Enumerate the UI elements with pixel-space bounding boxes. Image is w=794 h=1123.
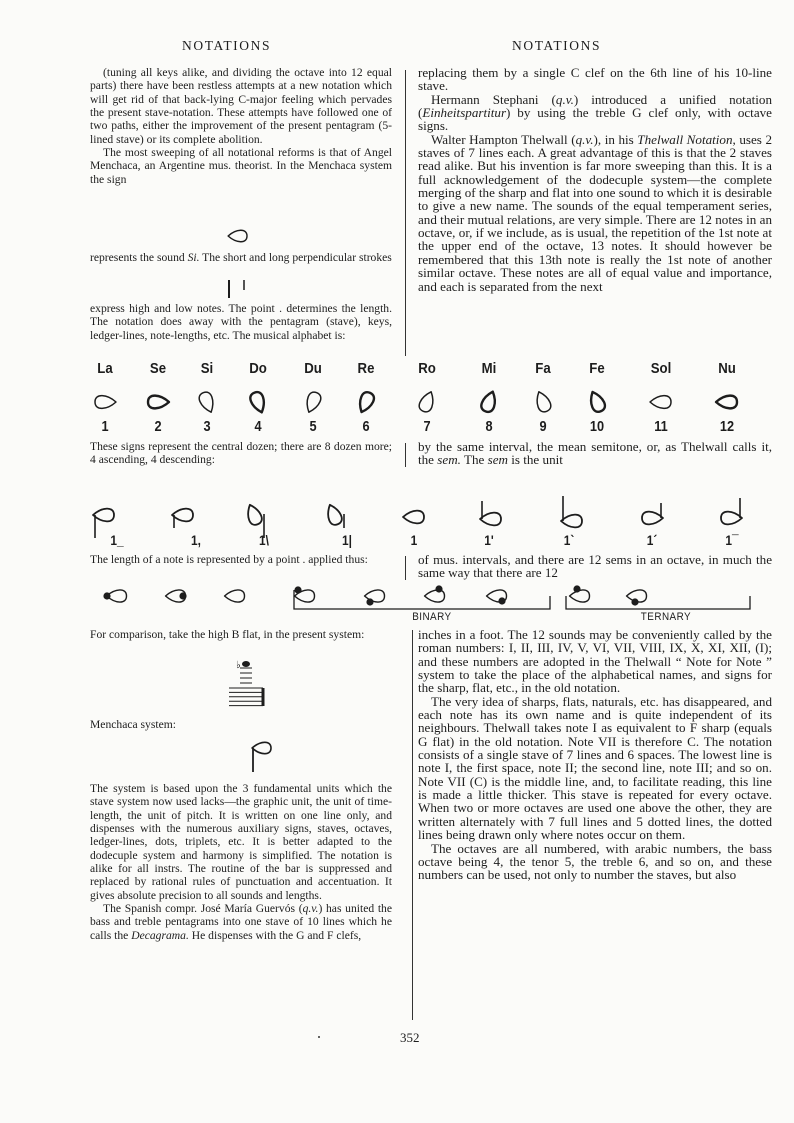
note-name: Si [200, 360, 214, 377]
note-sign-icon [324, 502, 344, 526]
note-name: Ro [418, 360, 436, 377]
text-run: The most sweeping of all notational reforms is that of Angel Menchaca, an Argentine mus. theorist. In the Menchaca system the sign [90, 146, 392, 186]
octave-label: 1\ [259, 532, 269, 548]
length-dot-icon [294, 586, 301, 593]
note-name: Nu [718, 360, 736, 377]
length-dot-icon [366, 598, 373, 605]
text-run: is the unit [507, 452, 563, 468]
length-sign-icon [425, 590, 445, 602]
text-run: ) has united the bass and treble pentagrams into one stave of 10 lines which he calls the [90, 902, 392, 942]
alphabet-sign-icon [533, 389, 553, 413]
note-number: 4 [254, 418, 262, 435]
ternary-bracket [566, 596, 750, 609]
note-number: 3 [203, 418, 211, 435]
note-sign-icon [561, 515, 582, 528]
note-number: 12 [719, 418, 735, 435]
alphabet-sign-icon [417, 389, 437, 413]
note-sign-icon [93, 509, 114, 522]
text-run: These signs represent the central dozen; there are 8 dozen more; 4 ascending, 4 descending: [90, 440, 392, 467]
flat-sign-icon: ♭ [236, 660, 241, 671]
text-run: ) introduced a unified notation ( [418, 91, 772, 121]
text-run: express high and low notes. The point . determines the length. The notation does away with the pentagram (stave), keys, ledger-lines, note-lengths, etc. The musical alphabet is: [90, 302, 392, 342]
octave-label: 1_ [110, 532, 124, 548]
b-flat-note-icon [242, 661, 250, 667]
italic-text: Decagrama. [131, 928, 189, 942]
alphabet-sign-icon [249, 390, 268, 414]
text-run: by the same interval, the mean semitone, or, as Thelwall calls it, the [418, 439, 772, 468]
text-run: The length of a note is represented by a point . applied thus: [90, 553, 368, 566]
text-run: The [460, 452, 488, 468]
si-sign-icon [228, 230, 247, 241]
italic-text: sem. [437, 452, 461, 468]
note-number: 11 [654, 418, 668, 435]
note-sign-icon [403, 511, 424, 524]
note-sign-icon [480, 513, 501, 526]
ternary-label: TERNARY [640, 611, 692, 623]
note-number: 1 [101, 418, 109, 435]
octave-label: 1' [484, 532, 494, 548]
octave-label: 1` [563, 532, 575, 548]
note-name: Fe [589, 360, 605, 377]
alphabet-sign-icon [303, 390, 323, 414]
italic-text: q.v. [302, 902, 319, 916]
note-name: Re [357, 360, 375, 377]
length-dot-icon [103, 592, 110, 599]
note-name: Du [304, 360, 322, 377]
alphabet-sign-icon [587, 389, 607, 413]
text-run: The octaves are all numbered, with arabic numbers, the bass octave being 4, the tenor 5, the treble 6, and so on, and these numbers can be used, not only to number the staves, but also [418, 840, 772, 883]
length-dot-icon [631, 598, 638, 605]
page-number: 352 [400, 1030, 420, 1045]
text-run: The system is based upon the 3 fundamental units which the stave system now used lacks—the graphic unit, the unit of time-length, the unit of pitch. It is written on one line only, and dispenses with the numerous auxiliary signs, staves, octaves, ledger-lines, dots, triplets, etc. It is better adapted to the dodecuple system and harmony is simplified. The notation is alike for all instrs. The routine of the bar is suppressed and replaced by rational rules of punctuation and accentuation. It gives absolute precision to all sounds and lengths. [90, 782, 392, 902]
note-name: Do [249, 360, 267, 377]
note-name: Sol [650, 360, 672, 377]
note-number: 5 [309, 418, 317, 435]
length-dot-icon [498, 597, 505, 604]
alphabet-sign-icon [148, 396, 169, 409]
text-run: ) by using the treble G clef only, with octave signs. [418, 105, 772, 134]
alphabet-sign-icon [716, 396, 737, 409]
note-number: 8 [485, 418, 493, 435]
note-number: 6 [362, 418, 370, 435]
length-dot-icon [435, 585, 442, 592]
note-name: Se [149, 360, 167, 377]
text-run: uses 2 staves of 7 lines each. A great advantage of this is that the 2 staves read alike. But his invention is far more sweeping than this. It is a full acknowledgement of the dodecuple system—the complete merging of the sharp and flat into one sound to which it is desirable to give a new name. The sounds of the equal temperament series, and their mutual relations, are very simple. There are 12 notes in an octave, or, if we include, as is usual, the repetition of the 1st note at the upper end of the octave, 13 notes. It should however be remembered that this 13th note is really the 1st note of another similar octave. These notes are all of equal value and importance, and each is separated from the next [418, 131, 772, 294]
text-run: The short and long perpendicular strokes [199, 251, 392, 264]
binary-label: BINARY [412, 611, 452, 623]
alphabet-sign-icon [197, 390, 217, 414]
note-sign-icon [721, 512, 742, 525]
octave-label: 1| [342, 532, 352, 548]
text-run: represents the sound [90, 251, 188, 264]
note-number: 7 [423, 418, 431, 435]
italic-text: q.v. [575, 131, 594, 147]
binary-bracket [294, 590, 550, 609]
octave-label: 1, [191, 532, 201, 548]
running-header-left: NOTATIONS [182, 38, 272, 53]
text-run: Walter Hampton Thelwall ( [431, 131, 576, 147]
italic-text: Thelwall Notation, [637, 131, 736, 147]
text-run: inches in a foot. The 12 sounds may be conveniently called by the roman numbers: I, II, III, IV, V, VI, VII, VIII, IX, X, XI, XII, (I); and these numbers are adopted in the Thelwall “ Note for Note ” system to take the place of the alphabetical names, and signs for the sharp, flat, etc., in the old notation. [418, 627, 772, 696]
octave-label: 1 [410, 532, 418, 548]
note-name: La [97, 360, 113, 377]
note-number: 2 [154, 418, 162, 435]
italic-text: sem [487, 452, 508, 468]
text-run: He dispenses with the G and F clefs, [188, 928, 362, 942]
text-run: Hermann Stephani ( [431, 91, 556, 107]
text-run: ), in his [593, 131, 638, 147]
text-run: of mus. intervals, and there are 12 sems in an octave, in much the same way that there are 12 [418, 552, 772, 581]
note-number: 10 [589, 418, 605, 435]
text-run: The Spanish compr. José María Guervós ( [103, 902, 303, 916]
alphabet-sign-icon [650, 396, 671, 409]
text-run: (tuning all keys alike, and dividing the octave into 12 equal parts) there have been restless attempts at a new notation which will get rid of that back-lying C-major feeling which pervades the present stave-notation. These attempts have followed one of two paths, either the improvement of the present pentagram (5-lined stave) or its complete abolition. [90, 66, 392, 146]
note-sign-icon [642, 512, 663, 525]
menchaca-note-icon [252, 742, 271, 753]
italic-text: Si. [187, 251, 200, 264]
note-sign-icon [172, 509, 193, 522]
alphabet-sign-icon [480, 389, 499, 413]
text-run: replacing them by a single C clef on the 6th line of his 10-line stave. [418, 65, 772, 94]
alphabet-sign-icon [356, 390, 376, 414]
length-sign-icon [225, 590, 245, 602]
octave-label: 1´ [646, 532, 658, 548]
italic-text: Einheitspartitur [422, 105, 507, 121]
note-name: Fa [535, 360, 551, 377]
length-dot-icon [573, 585, 580, 592]
octave-label: 1¯ [725, 532, 739, 548]
text-run: For comparison, take the high B flat, in the present system: [90, 628, 365, 641]
note-number: 9 [539, 418, 547, 435]
italic-text: q.v. [555, 91, 574, 107]
length-sign-icon [570, 590, 590, 602]
note-name: Mi [481, 360, 497, 377]
note-sign-icon [244, 502, 264, 526]
menchaca-label: Menchaca system: [90, 718, 176, 731]
length-dot-icon [179, 592, 186, 599]
text-run: The very idea of sharps, flats, naturals, etc. has disappeared, and each note has its own name and is quite independent of its neighbours. Thelwall takes note I as equivalent to F sharp (equals G flat) in the old notation. Note VII is therefore C. The notation consists of a single stave of 7 lines and 6 spaces. The lowest line is note I, the first space, note II; the second line, note III; and so on. Note VII (C) is the middle line, and, to facilitate reading, this line is made a little thicker. This stave is repeated for every octave. When two or more octaves are used one above the other, they are written alternately with 7 full lines and 5 dotted lines, the dotted lines being drawn only where notes occur on them. [418, 693, 772, 843]
running-header-right: NOTATIONS [512, 38, 602, 53]
alphabet-sign-icon [95, 396, 116, 409]
